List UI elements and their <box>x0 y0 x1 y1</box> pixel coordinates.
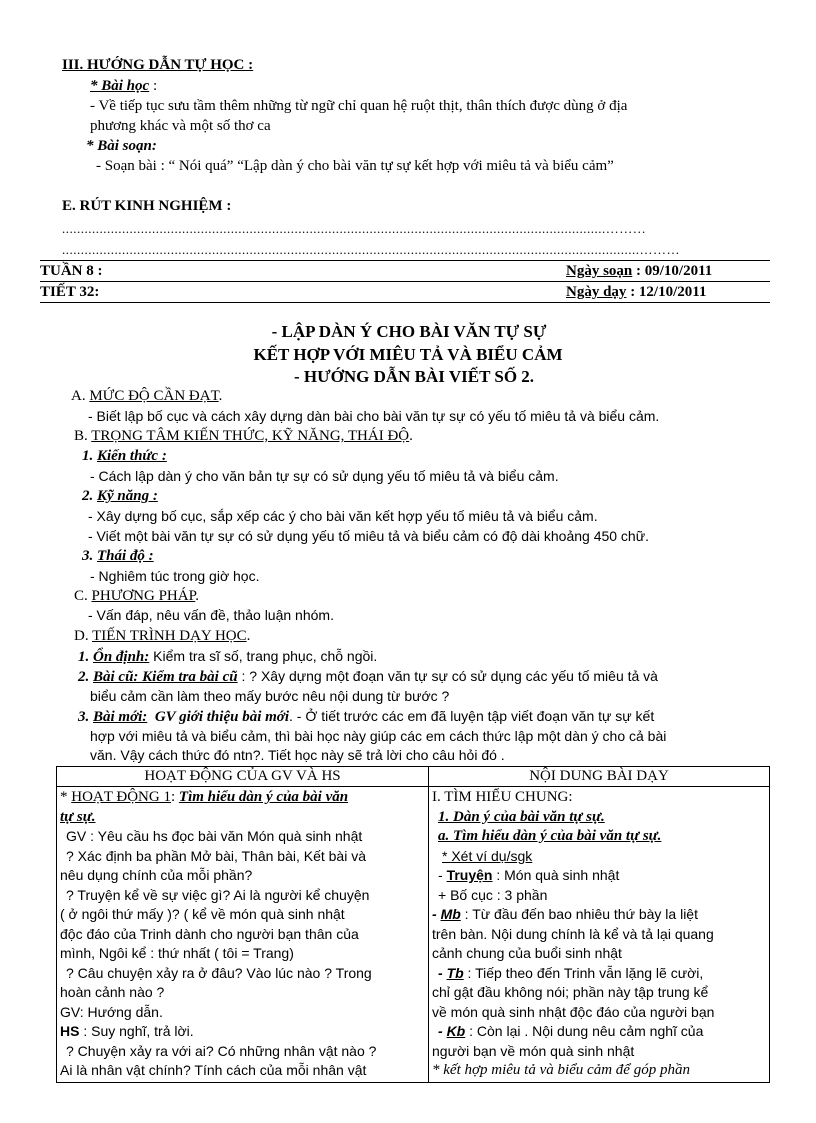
activity-line: Ai là nhân vật chính? Tính cách của mỗi nhân vật <box>60 1062 367 1078</box>
separator-top <box>40 260 770 261</box>
activity-line: ? Xác định ba phần Mở bài, Thân bài, Kết bài và <box>66 847 367 864</box>
step-3-line-2: hợp với miêu tả và biểu cảm, thì bài học này giúp các em cách thức lập một dàn ý cho cả bài <box>90 728 667 744</box>
activity-line: ? Chuyện xảy ra với ai? Có những nhân vật nào ? <box>66 1042 377 1059</box>
activity-line: mình, Ngôi kể : thứ nhất ( tôi = Trang) <box>60 945 294 961</box>
content-line: người bạn về món quà sinh nhật <box>432 1042 635 1059</box>
skills-heading: 2. Kỹ năng : <box>82 488 158 504</box>
section-c-line: - Vấn đáp, nêu vấn đề, thảo luận nhóm. <box>88 607 334 623</box>
lesson-title-3: - HƯỚNG DẪN BÀI VIẾT SỐ 2. <box>293 367 535 386</box>
lesson-line-1: - Về tiếp tục sưu tầm thêm những từ ngữ chỉ quan hệ ruột thịt, thân thích được dùng ở địa <box>90 98 628 114</box>
content-heading: I. TÌM HIỂU CHUNG: <box>432 789 573 805</box>
knowledge-heading: 1. Kiến thức : <box>82 448 167 464</box>
activities-column <box>57 787 429 1083</box>
lesson-title-1: - LẬP DÀN Ý CHO BÀI VĂN TỰ SỰ <box>271 322 547 341</box>
period-label: TIẾT 32: <box>40 284 100 300</box>
content-column <box>429 787 770 1083</box>
step-3-line-3: văn. Vậy cách thức đó ntn?. Tiết học này sẽ trả lời cho câu hỏi đó . <box>90 747 505 763</box>
content-line: + Bố cục : 3 phần <box>438 886 548 903</box>
teach-date: Ngày dạy : 12/10/2011 <box>566 284 707 300</box>
step-1: 1. Ổn định: Kiểm tra sĩ số, trang phục, chỗ ngồi. <box>78 648 378 665</box>
section-a-heading: A. MỨC ĐỘ CẦN ĐẠT. <box>71 388 223 404</box>
prep-date: Ngày soạn : 09/10/2011 <box>566 263 713 279</box>
section-d-heading: D. TIẾN TRÌNH DẠY HỌC. <box>74 628 251 644</box>
week-label: TUẦN 8 : <box>40 263 103 279</box>
prep-line: - Soạn bài : “ Nói quá” “Lập dàn ý cho bài văn tự sự kết hợp với miêu tả và biểu cảm” <box>96 158 614 174</box>
lesson-line-2: phương khác và một số thơ ca <box>90 118 271 134</box>
step-2-line-2: biểu cảm cần làm theo mấy bước nêu nội dung từ bước ? <box>90 688 450 704</box>
content-line: về món quà sinh nhật độc đáo của người bạn <box>432 1003 715 1020</box>
activity-line: nêu dụng chính của mỗi phần? <box>60 867 253 883</box>
attitude-line: - Nghiêm túc trong giờ học. <box>90 568 260 584</box>
content-line: * kết hợp miêu tả và biểu cảm để góp phần <box>432 1062 690 1078</box>
activity-line: độc đáo của Trinh dành cho người bạn thân của <box>60 925 359 942</box>
activity-line: hoàn cảnh nào ? <box>60 984 165 1000</box>
experience-dots-2: ..........................................................................................................................................................……… <box>62 242 680 257</box>
lesson-title-2: KẾT HỢP VỚI MIÊU TẢ VÀ BIỂU CẢM <box>253 345 563 364</box>
skills-line-2: - Viết một bài văn tự sự có sử dụng yếu tố miêu tả và biểu cảm có độ dài khoảng 450 chữ. <box>88 528 649 544</box>
step-2: 2. Bài cũ: Kiểm tra bài cũ : ? Xây dựng một đoạn văn tự sự có sử dụng các yếu tố miêu tả và <box>78 668 658 685</box>
content-line: * Xét ví dụ/sgk <box>442 847 533 864</box>
activity-line: GV : Yêu cầu hs đọc bài văn Món quà sinh nhật <box>66 828 363 844</box>
knowledge-line: - Cách lập dàn ý cho văn bản tự sự có sử dụng yếu tố miêu tả và biểu cảm. <box>90 468 559 484</box>
content-line: chỉ gật đầu không nói; phần này tập trung kể <box>432 984 709 1000</box>
separator-bottom <box>40 302 770 303</box>
separator-mid <box>40 281 770 282</box>
activity-line: GV: Hướng dẫn. <box>60 1003 163 1020</box>
section-c-heading: C. PHƯƠNG PHÁP. <box>74 588 200 604</box>
skills-line-1: - Xây dựng bố cục, sắp xếp các ý cho bài văn kết hợp yếu tố miêu tả và biểu cảm. <box>88 508 598 524</box>
header-activities: HOẠT ĐỘNG CỦA GV VÀ HS <box>57 767 429 787</box>
content-line: - Kb : Còn lại . Nội dung nêu cảm nghĩ của <box>438 1023 704 1039</box>
activity-line: ( ở ngôi thứ mấy )? ( kể về món quà sinh nhật <box>60 906 345 922</box>
lesson-label: * Bài học : <box>90 78 158 94</box>
content-line: trên bàn. Nội dung chính là kể và tả lại quang <box>432 925 714 942</box>
activity-line: HS : Suy nghĩ, trả lời. <box>60 1023 194 1039</box>
activity-heading-cont: tự sự. <box>60 808 96 825</box>
content-line: - Mb : Từ đầu đến bao nhiêu thứ bày la liệt <box>432 906 698 922</box>
prep-label: * Bài soạn: <box>86 138 157 154</box>
header-content: NỘI DUNG BÀI DẠY <box>429 767 770 787</box>
section-a-line: - Biết lập bố cục và cách xây dựng dàn bài cho bài văn tự sự có yếu tố miêu tả và biểu cảm. <box>88 408 660 424</box>
experience-heading: E. RÚT KINH NGHIỆM : <box>62 198 232 214</box>
section-b-heading: B. TRỌNG TÂM KIẾN THỨC, KỸ NĂNG, THÁI ĐỘ. <box>74 428 413 444</box>
activity-heading: * HOẠT ĐỘNG 1: Tìm hiểu dàn ý của bài văn <box>60 789 349 805</box>
attitude-heading: 3. Thái độ : <box>82 548 154 564</box>
activity-line: ? Truyện kể về sự việc gì? Ai là người kể chuyện <box>66 886 370 903</box>
self-study-heading: III. HƯỚNG DẪN TỰ HỌC : <box>62 57 254 73</box>
step-3: 3. Bài mới: GV giới thiệu bài mới. - Ở tiết trước các em đã luyện tập viết đoạn văn tự sự kết <box>78 708 655 725</box>
lesson-table <box>56 766 770 1083</box>
content-line: - Tb : Tiếp theo đến Trinh vẫn lặng lẽ cười, <box>438 964 704 981</box>
content-subheading: 1. Dàn ý của bài văn tự sự. <box>438 808 605 825</box>
content-line: - Truyện : Món quà sinh nhật <box>438 867 620 883</box>
activity-line: ? Câu chuyện xảy ra ở đâu? Vào lúc nào ? Trong <box>66 964 372 981</box>
content-subheading: a. Tìm hiểu dàn ý của bài văn tự sự. <box>438 828 662 844</box>
experience-dots-1: .................................................................................................................................................……… <box>62 221 647 236</box>
content-line: cảnh chung của buổi sinh nhật <box>432 945 622 961</box>
